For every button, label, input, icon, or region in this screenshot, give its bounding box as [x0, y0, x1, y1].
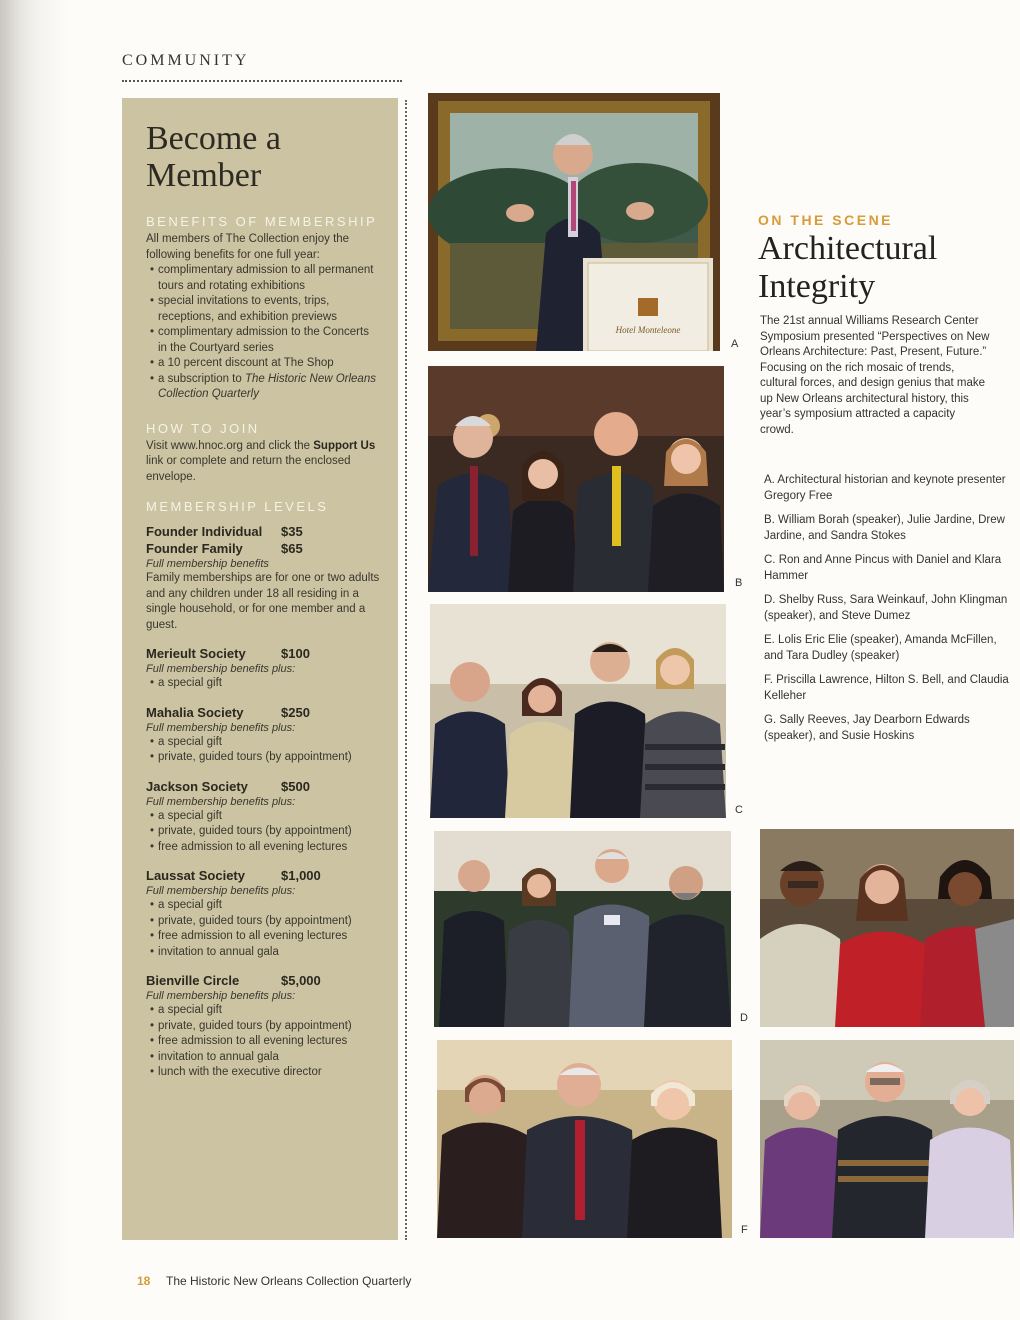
membership-sidebar	[122, 98, 398, 1240]
list-item: • invitation to annual gala	[146, 945, 380, 961]
level-price: $35	[281, 524, 303, 539]
level-name: Founder Individual	[146, 524, 263, 539]
photo-d-group	[434, 831, 731, 1027]
list-item: • a 10 percent discount at The Shop	[146, 356, 380, 372]
list-item: • a special gift	[146, 1003, 380, 1019]
level-laussat	[146, 867, 380, 960]
photo-g-group	[760, 1040, 1014, 1238]
scene-kicker: ON THE SCENE	[758, 212, 894, 228]
level-note: Full membership benefits	[146, 558, 269, 570]
level-price: $1,000	[281, 868, 321, 883]
level-name: Founder Family	[146, 541, 243, 556]
list-item: • special invitations to events, trips, receptions, and exhibition previews	[146, 294, 380, 325]
level-price: $250	[281, 704, 310, 720]
level-name: Mahalia Society	[146, 704, 244, 720]
list-item: • a special gift	[146, 809, 380, 825]
page-gutter-shadow	[0, 0, 70, 1320]
benefits-heading: BENEFITS OF MEMBERSHIP	[146, 214, 378, 229]
sidebar-title: Become a Member	[146, 120, 281, 194]
caption-e: E. Lolis Eric Elie (speaker), Amanda McFillen, and Tara Dudley (speaker)	[764, 634, 997, 662]
scene-title: Architectural Integrity	[758, 230, 938, 305]
list-item: • private, guided tours (by appointment)	[146, 914, 380, 930]
list-item: • lunch with the executive director	[146, 1065, 380, 1081]
photo-a-speaker	[428, 93, 720, 351]
list-item: • a special gift	[146, 676, 380, 692]
list-item: • invitation to annual gala	[146, 1050, 380, 1066]
caption-g: G. Sally Reeves, Jay Dearborn Edwards (speaker), and Susie Hoskins	[764, 714, 970, 742]
list-item: • private, guided tours (by appointment)	[146, 750, 380, 766]
level-merieult	[146, 645, 380, 692]
level-price: $500	[281, 778, 310, 794]
support-us-link[interactable]: Support Us	[313, 439, 376, 452]
benefits-list	[146, 263, 380, 403]
level-name: Bienville Circle	[146, 973, 240, 988]
header-divider	[122, 80, 402, 82]
photo-label-c: C	[735, 804, 743, 816]
list-item: • free admission to all evening lectures	[146, 1034, 380, 1050]
photo-captions	[764, 473, 1014, 753]
photo-e-group	[760, 829, 1014, 1027]
photo-label-f: F	[741, 1224, 748, 1236]
list-item: • complimentary admission to all permanent tours and rotating exhibitions	[146, 263, 380, 294]
level-price: $65	[281, 541, 303, 556]
caption-c: C. Ron and Anne Pincus with Daniel and Klara Hammer	[764, 554, 1002, 582]
level-note: Full membership benefits plus:	[146, 663, 296, 675]
list-item: • private, guided tours (by appointment)	[146, 1019, 380, 1035]
benefits-intro: All members of The Collection enjoy the following benefits for one full year:	[146, 233, 350, 261]
level-note: Full membership benefits plus:	[146, 795, 296, 808]
quarterly-title: The Historic New Orleans Collection Quarterly	[158, 372, 376, 400]
photo-label-d: D	[740, 1012, 748, 1024]
photo-c-group	[430, 604, 726, 818]
column-divider	[405, 100, 407, 1240]
caption-a: A. Architectural historian and keynote presenter Gregory Free	[764, 474, 1006, 502]
section-label: COMMUNITY	[122, 52, 250, 69]
levels-heading: MEMBERSHIP LEVELS	[146, 499, 329, 514]
level-name: Laussat Society	[146, 868, 245, 883]
list-item: • a special gift	[146, 735, 380, 751]
photo-label-a: A	[731, 338, 739, 350]
caption-f: F. Priscilla Lawrence, Hilton S. Bell, and Claudia Kelleher	[764, 674, 1009, 702]
level-bienville	[146, 972, 380, 1081]
podium-sign: Hotel Monteleone	[615, 325, 681, 335]
caption-b: B. William Borah (speaker), Julie Jardine, Drew Jardine, and Sandra Stokes	[764, 514, 1005, 542]
join-text: Visit www.hnoc.org and click the Support Us link or complete and return the enclosed envelope.	[146, 439, 376, 483]
list-item: • free admission to all evening lectures	[146, 929, 380, 945]
level-name: Merieult Society	[146, 646, 246, 661]
photo-f-group	[437, 1040, 732, 1238]
list-item: • complimentary admission to the Concerts in the Courtyard series	[146, 325, 380, 356]
list-item: • private, guided tours (by appointment)	[146, 824, 380, 840]
footer-publication: The Historic New Orleans Collection Quarterly	[166, 1274, 412, 1288]
page-number: 18	[137, 1274, 151, 1288]
list-item: • a special gift	[146, 898, 380, 914]
level-note: Full membership benefits plus:	[146, 990, 296, 1002]
level-desc: Family memberships are for one or two adults and any children under 18 all residing in a single household, or for one member and a guest.	[146, 572, 380, 631]
join-heading: HOW TO JOIN	[146, 420, 260, 436]
photo-b-group	[428, 366, 724, 592]
list-item: • free admission to all evening lectures	[146, 840, 380, 856]
level-founder	[146, 523, 380, 633]
photo-label-b: B	[735, 577, 743, 589]
caption-d: D. Shelby Russ, Sara Weinkauf, John Klingman (speaker), and Steve Dumez	[764, 594, 1008, 622]
scene-body: The 21st annual Williams Research Center Symposium presented “Perspectives on New Orleans Architecture: Past, Present, Future.” Focusing on the rich mosaic of trends, cultural forces, and design genius that make up New Orleans architectural history, this year’s symposium attracted a capacity crowd.	[760, 315, 990, 436]
level-price: $100	[281, 646, 310, 661]
level-note: Full membership benefits plus:	[146, 885, 296, 897]
level-price: $5,000	[281, 973, 321, 988]
level-jackson	[146, 778, 380, 856]
level-mahalia	[146, 704, 380, 766]
level-note: Full membership benefits plus:	[146, 721, 296, 734]
level-name: Jackson Society	[146, 778, 248, 794]
list-item: • a subscription to The Historic New Orleans Collection Quarterly	[146, 372, 380, 403]
